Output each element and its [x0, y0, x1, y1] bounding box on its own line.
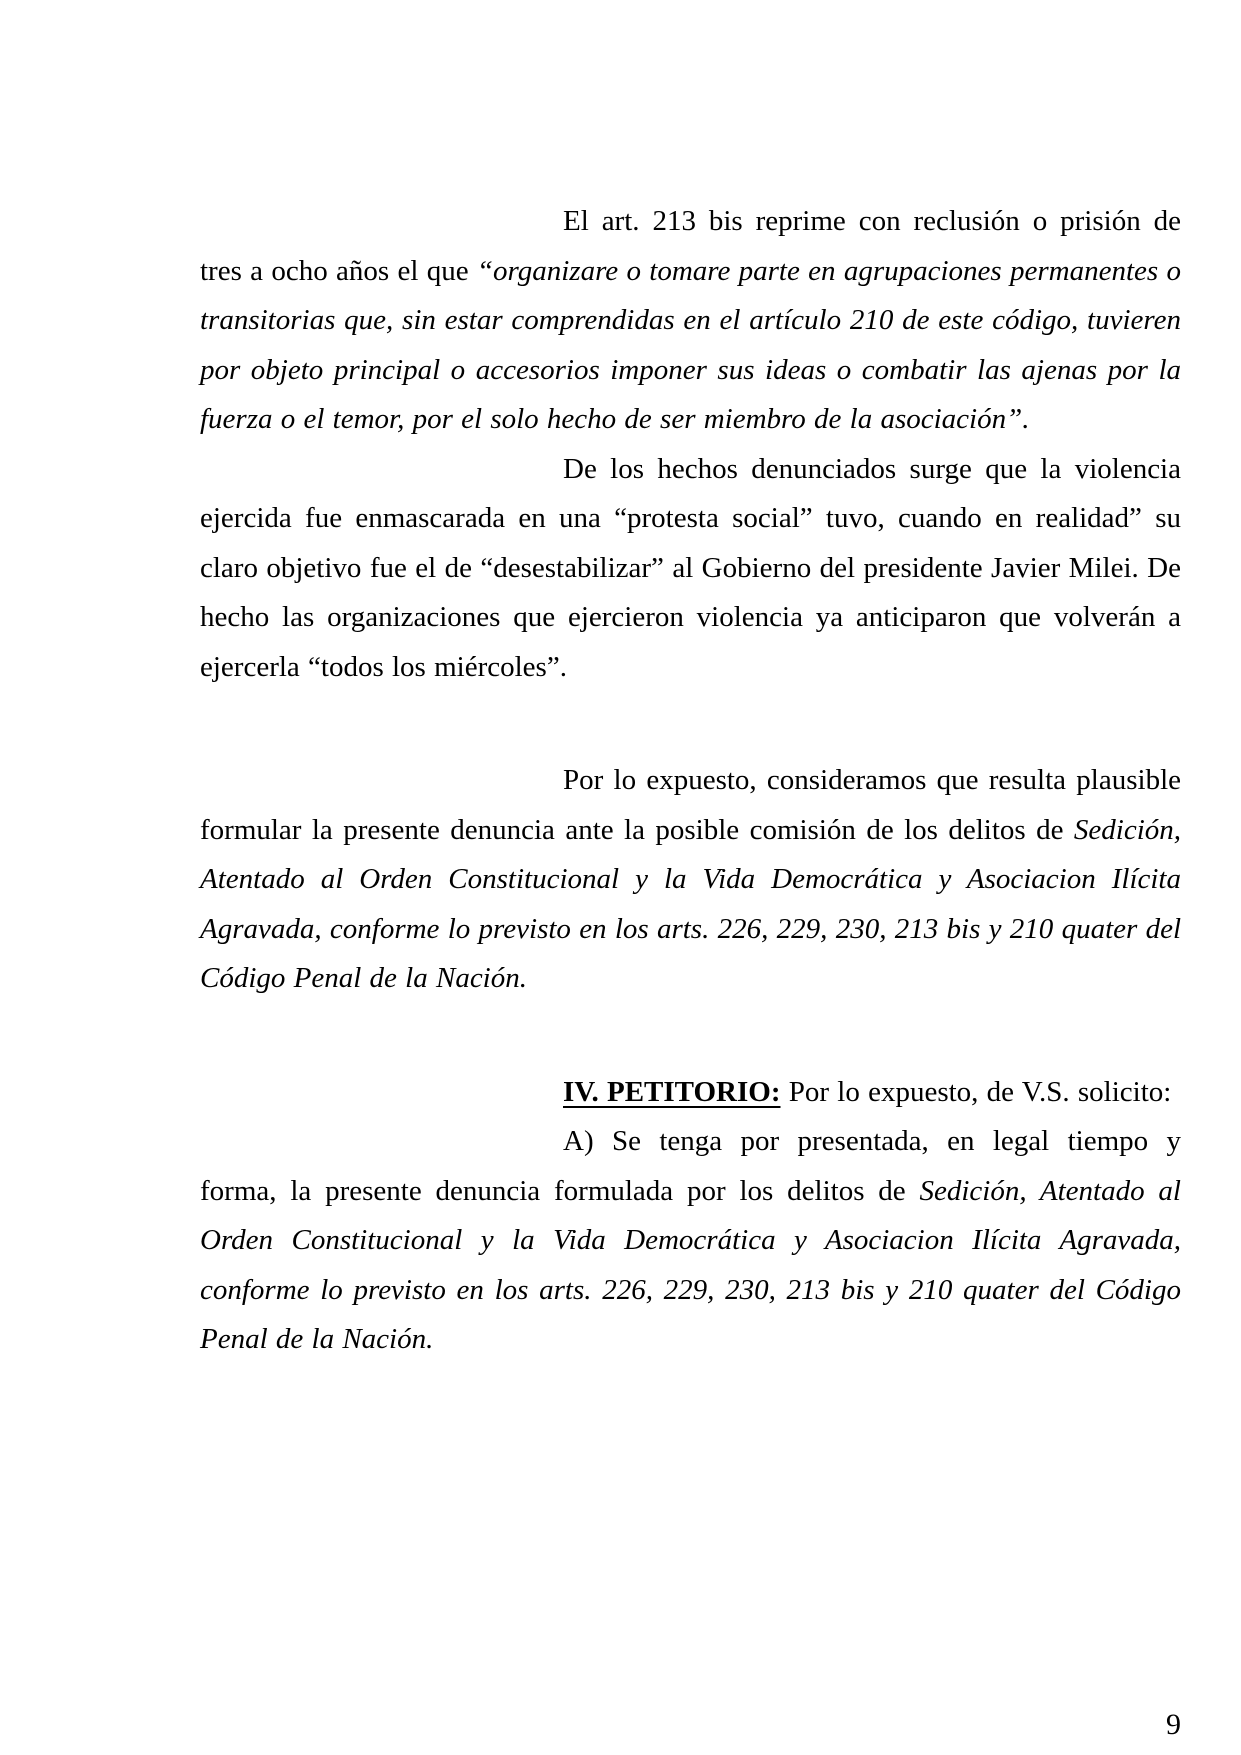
- text-segment: A) Se tenga por presentada, en legal tiempo y forma, la presente denuncia formulada por los delitos de: [200, 1125, 1181, 1207]
- text-segment: Sedición, Atentado al Orden Constitucional y la Vida Democrática y Asociacion Ilícita Agravada, conforme lo previsto en los arts. 226, 229, 230, 213 bis y 210 quater del Código Penal de la Nación.: [200, 1174, 1181, 1355]
- text-segment: “organizare o tomare parte en agrupaciones permanentes o transitorias que, sin estar comprendidas en el artículo 210 de este código, tuvieren por objeto principal o accesorios imponer sus ideas o combatir las ajenas por la fuerza o el temor, por el solo hecho de ser miembro de la asociación”.: [200, 254, 1181, 435]
- text-segment: IV. PETITORIO:: [563, 1075, 781, 1108]
- text-segment: De los hechos denunciados surge que la violencia ejercida fue enmascarada en una “protesta social” tuvo, cuando en realidad” su claro objetivo fue el de “desestabilizar” al Gobierno del presidente Javier Milei. De hecho las organizaciones que ejercieron violencia ya anticiparon que volverán a ejercerla “todos los miércoles”.: [200, 452, 1181, 683]
- page-number: 9: [1166, 1708, 1181, 1741]
- text-segment: Por lo expuesto, de V.S. solicito:: [780, 1075, 1172, 1108]
- text-segment: Por lo expuesto, consideramos que resulta plausible formular la presente denuncia ante la posible comisión de los delitos de: [200, 764, 1181, 846]
- text-segment: Sedición, Atentado al Orden Constitucional y la Vida Democrática y Asociacion Ilícita Agravada, conforme lo previsto en los arts. 226, 229, 230, 213 bis y 210 quater del Código Penal de la Nación.: [200, 813, 1181, 994]
- document-body: [200, 197, 1181, 1365]
- paragraph-petitorio-heading: [200, 1068, 1181, 1118]
- paragraph-por-lo-expuesto: [200, 756, 1181, 1004]
- paragraph-hechos-denunciados: [200, 445, 1181, 693]
- text-segment: El art. 213 bis reprime con reclusión o prisión de tres a ocho años el que: [200, 205, 1181, 287]
- paragraph-art-213-bis: [200, 197, 1181, 445]
- paragraph-petitorio-a: [200, 1117, 1181, 1365]
